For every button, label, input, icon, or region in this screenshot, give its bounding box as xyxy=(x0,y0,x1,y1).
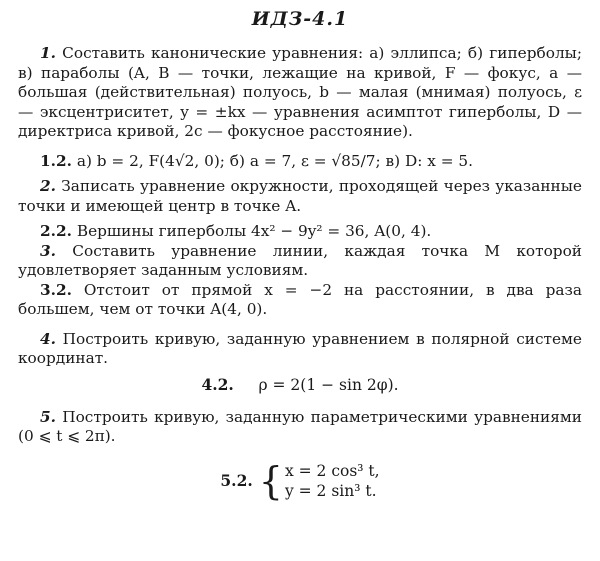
task-2 xyxy=(18,177,582,216)
task-2-number: 2. xyxy=(40,177,56,195)
parametric-system xyxy=(285,461,380,501)
variant-2-2-number: 2.2. xyxy=(40,222,72,240)
variant-3-2 xyxy=(18,281,582,320)
variant-3-2-text: Отстоит от прямой x = −2 на расстоянии, в два раза большем, чем от точки A(4, 0). xyxy=(18,280,582,318)
task-5-text: Построить кривую, заданную параметрическими уравнениями (0 ⩽ t ⩽ 2π). xyxy=(18,407,582,445)
task-3 xyxy=(18,242,582,281)
task-2-text: Записать уравнение окружности, проходящей через указанные точки и имеющей центр в точке A. xyxy=(18,177,582,215)
task-1 xyxy=(18,44,582,142)
variant-2-2-text: Вершины гиперболы 4x² − 9y² = 36, A(0, 4). xyxy=(76,222,432,240)
task-3-text: Составить уравнение линии, каждая точка M которой удовлетворяет заданным условиям. xyxy=(18,241,582,279)
page-title: ИДЗ-4.1 xyxy=(251,8,349,30)
variant-1-2-text: а) b = 2, F(4√2, 0); б) a = 7, ε = √85/7; в) D: x = 5. xyxy=(76,151,474,170)
task-4 xyxy=(18,330,582,369)
variant-1-2-number: 1.2. xyxy=(40,151,72,170)
variant-5-2 xyxy=(18,458,582,503)
task-5-number: 5. xyxy=(40,407,56,426)
document-page xyxy=(18,8,582,553)
system-brace: { xyxy=(258,458,283,503)
variant-2-2 xyxy=(18,222,582,242)
variant-4-2-number: 4.2. xyxy=(201,374,234,394)
task-1-number: 1. xyxy=(40,44,56,62)
variant-4-2 xyxy=(18,375,582,394)
variant-1-2 xyxy=(18,152,582,172)
equation-x: x = 2 cos³ t, xyxy=(284,461,380,480)
variant-5-2-number: 5.2. xyxy=(220,471,253,490)
task-3-number: 3. xyxy=(40,241,56,260)
task-1-text: Составить канонические уравнения: а) эллипса; б) гиперболы; в) параболы (A, B — точки, лежащие на кривой, F — фокус, a — большая (действительная) полуось, b — малая (мнимая) полуось, ε — эксцентриситет, y = ±kx — уравнения асимптот гиперболы, D — директриса кривой, 2c — фокусное расстояние). xyxy=(18,44,582,140)
task-4-number: 4. xyxy=(40,329,56,348)
task-5 xyxy=(18,408,582,447)
equation-y: y = 2 sin³ t. xyxy=(284,481,377,500)
variant-4-2-formula: ρ = 2(1 − sin 2φ). xyxy=(258,375,399,394)
task-4-text: Построить кривую, заданную уравнением в полярной системе координат. xyxy=(18,329,582,367)
variant-3-2-number: 3.2. xyxy=(40,280,72,299)
